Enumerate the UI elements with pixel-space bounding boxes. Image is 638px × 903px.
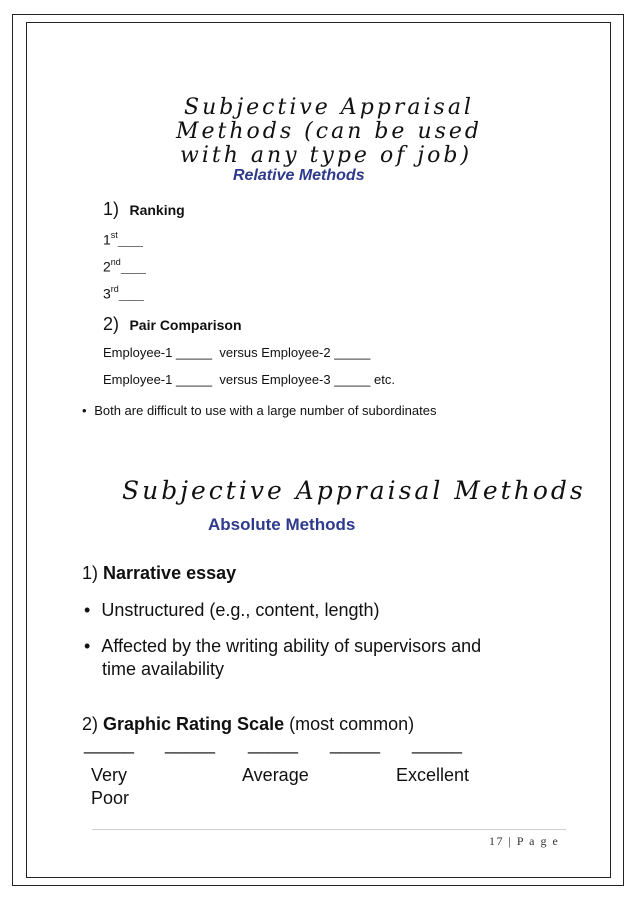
ranking-item-2: 2nd_____ xyxy=(103,257,146,275)
ranking-item-1: 1st_____ xyxy=(103,230,143,248)
narrative-bullet-2: • Affected by the writing ability of supervisors and xyxy=(84,636,482,656)
scale-label-average: Average xyxy=(242,765,309,785)
narrative-label: Narrative essay xyxy=(103,563,237,583)
scale-blank-4: _____ xyxy=(330,734,381,754)
section1-title-line2: Methods (can be used xyxy=(176,119,483,144)
bullet-icon: • xyxy=(84,600,91,620)
ranking-heading xyxy=(103,199,185,220)
section2-subtitle: Absolute Methods xyxy=(208,515,356,534)
ranking-label: Ranking xyxy=(129,202,185,218)
scale-blank-1: _____ xyxy=(84,734,135,754)
section1-subtitle: Relative Methods xyxy=(233,167,365,184)
section1-title-line3: with any type of job) xyxy=(180,143,473,168)
bullet-icon: • xyxy=(84,636,91,656)
page-footer xyxy=(489,834,559,849)
graphic-note: (most common) xyxy=(289,714,415,734)
pair-heading xyxy=(103,314,242,335)
narrative-number: 1) xyxy=(82,563,99,583)
scale-blank-2: _____ xyxy=(165,734,216,754)
graphic-number: 2) xyxy=(82,714,99,734)
scale-label-poor: Poor xyxy=(91,788,130,808)
section1-bullet xyxy=(82,403,436,418)
scale-blank-5: _____ xyxy=(412,734,463,754)
scale-blank-3: _____ xyxy=(248,734,299,754)
narrative-bullet-2-continued: time availability xyxy=(102,659,225,679)
graphic-label: Graphic Rating Scale xyxy=(103,714,285,734)
scale-label-very: Very xyxy=(91,765,128,785)
narrative-heading xyxy=(82,563,236,584)
pair-label: Pair Comparison xyxy=(129,317,242,333)
section1-title-line1: Subjective Appraisal xyxy=(184,95,474,120)
ranking-number: 1) xyxy=(103,199,120,219)
page-number: 17 xyxy=(489,834,504,848)
page-word: P a g e xyxy=(516,834,560,848)
section2-title: Subjective Appraisal Methods xyxy=(122,476,586,505)
pair-number: 2) xyxy=(103,314,120,334)
footer-separator: | xyxy=(508,834,513,848)
bullet-icon: • xyxy=(82,403,87,418)
narrative-bullet-1: • Unstructured (e.g., content, length) xyxy=(84,600,380,620)
pair-line-1: Employee-1 _____ versus Employee-2 _____ xyxy=(103,345,371,360)
graphic-heading xyxy=(82,714,414,735)
pair-line-2: Employee-1 _____ versus Employee-3 _____ etc. xyxy=(103,372,395,387)
ranking-item-3: 3rd_____ xyxy=(103,284,144,302)
scale-label-excellent: Excellent xyxy=(396,765,470,785)
footer-divider xyxy=(92,829,566,830)
section1-bullet-text: Both are difficult to use with a large number of subordinates xyxy=(94,403,437,418)
